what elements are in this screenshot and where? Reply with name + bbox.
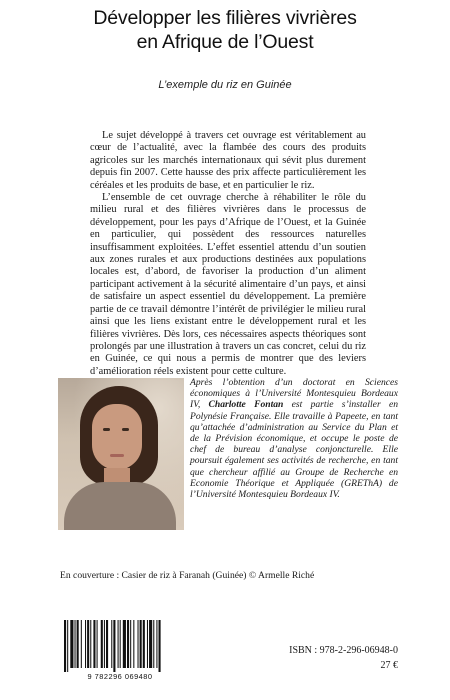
author-name: Charlotte Fontan [208, 399, 284, 411]
isbn: ISBN : 978-2-296-06948-0 [289, 645, 398, 656]
author-bio [190, 377, 398, 500]
barcode-bars-icon [60, 620, 180, 672]
cover-credit: En couverture : Casier de riz à Faranah (Guinée) © Armelle Riché [60, 570, 315, 581]
author-photo [58, 378, 184, 530]
title-line-2: en Afrique de l’Ouest [136, 31, 314, 53]
book-title [0, 6, 450, 54]
book-subtitle: L’exemple du riz en Guinée [158, 79, 292, 91]
bio-intro: Après l’obtention d’un doctorat en Sciences économiques à l’Université Montesquieu Bordeaux IV, [190, 377, 398, 411]
summary-text [90, 130, 366, 378]
bio-rest: est partie s’installer en Polynésie Française. Elle travaille à Papeete, en tant qu’attachée d’administration au Service du Plan et de la Prévision économique, et occupe le poste de chef de bureau d’analyse conjoncturelle. Elle poursuit également ses activités de recherche, en tant que chercheur affilié au Groupe de Recherche en Economie Théorique et Appliquée (GREThA) de l’Université Montesquieu Bordeaux IV. [190, 399, 398, 501]
barcode-digits: 9 782296 069480 [87, 672, 153, 681]
summary-paragraph-2: L’ensemble de cet ouvrage cherche à réhabiliter le rôle du milieu rural et des filières vivrières dans le processus de développement, pour les pays d’Afrique de l’Ouest, et la Guinée en particulier, qui possèdent des ressources naturelles insuffisamment exploitées. L’effet essentiel attendu d’un soutien aux zones rurales et aux productions destinées aux populations locales est, d’abord, de favoriser la production d’un aliment participant activement à la sécurité alimentaire d’un pays, et ainsi de satisfaire un aspect essentiel du développement. La première partie de ce travail démontre l’intérêt de privilégier le milieu rural ainsi que les liens existant entre le développement rural et les filières vivrières. Dès lors, ces nécessaires aspects théoriques sont prolongés par une illustration à travers un cas concret, celui du riz en Guinée, ce qui nous a permis de montrer que des leviers d’amélioration réels existent pour cette culture. [90, 192, 366, 377]
summary-paragraph-1: Le sujet développé à travers cet ouvrage est véritablement au cœur de l’actualité, avec la flambée des cours des produits agricoles sur les marchés internationaux qui sévit plus durement depuis fin 2007. Cette hausse des prix affecte particulièrement les céréales et les produits de base, et en particulier le riz. [90, 130, 366, 191]
price: 27 € [380, 660, 398, 671]
barcode [60, 620, 180, 680]
title-line-1: Développer les filières vivrières [93, 7, 357, 29]
